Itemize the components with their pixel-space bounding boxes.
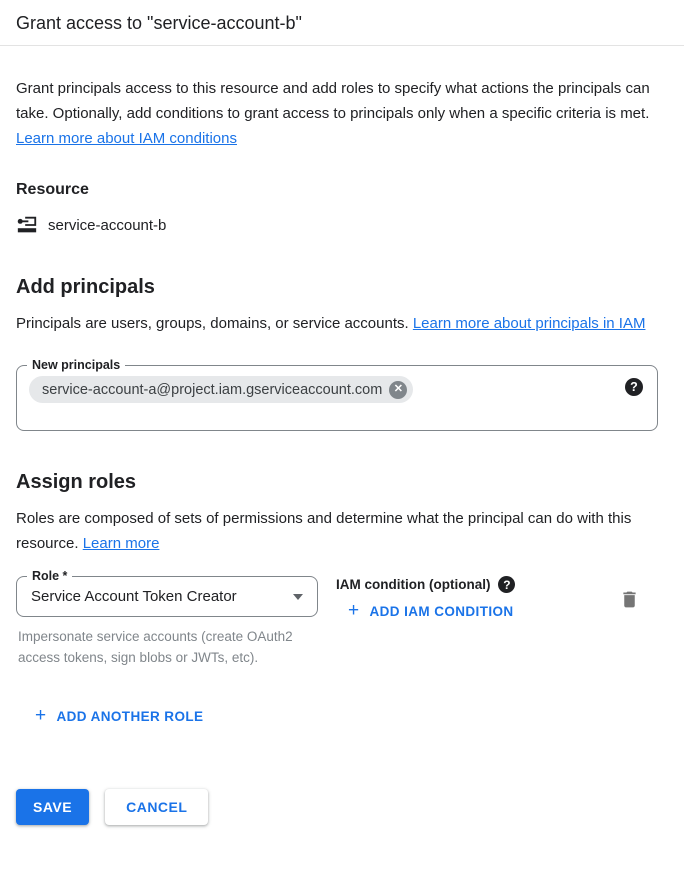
intro-text (16, 76, 661, 151)
role-selected-value: Service Account Token Creator (31, 588, 237, 605)
plus-icon: + (348, 600, 360, 621)
save-button[interactable]: SAVE (16, 789, 89, 825)
assign-roles-desc-body: Roles are composed of sets of permissions and determine what the principal can do with this resource. (16, 510, 632, 552)
principal-chip-label: service-account-a@project.iam.gserviceaccount.com (42, 381, 383, 398)
dialog-title: Grant access to "service-account-b" (16, 13, 302, 33)
assign-roles-desc (16, 506, 661, 556)
principals-learn-more-link[interactable]: Learn more about principals in IAM (412, 315, 646, 332)
add-principals-heading: Add principals (16, 276, 155, 298)
principals-help-icon[interactable]: ? (625, 378, 643, 396)
dialog-content (0, 76, 684, 841)
resource-name: service-account-b (48, 216, 167, 234)
add-iam-condition-label: ADD IAM CONDITION (369, 604, 514, 619)
role-select[interactable] (16, 569, 318, 617)
assign-roles-heading: Assign roles (16, 471, 137, 493)
resource-row (16, 214, 668, 236)
add-principals-desc (16, 311, 661, 336)
add-another-role-button[interactable] (27, 702, 211, 731)
intro-text-body: Grant principals access to this resource and add roles to specify what actions the principals can take. Optionally, add conditions to grant access to principals only when a specific criteria is met. (16, 80, 650, 122)
add-principals-desc-body: Principals are users, groups, domains, or service accounts. (16, 315, 413, 332)
dialog-actions (16, 789, 668, 825)
iam-condition-help-icon[interactable]: ? (498, 576, 515, 593)
new-principals-input[interactable] (16, 358, 658, 431)
role-select-label: Role * (27, 568, 72, 585)
iam-condition-label: IAM condition (optional) (336, 577, 491, 592)
role-row (16, 569, 668, 668)
role-column (16, 569, 318, 668)
dialog-header (0, 0, 684, 46)
add-another-role-label: ADD ANOTHER ROLE (56, 709, 204, 724)
iam-condition-column (336, 576, 617, 626)
principal-chip-row (29, 376, 645, 403)
iam-condition-label-row (336, 576, 617, 593)
dropdown-caret-icon (293, 594, 303, 600)
roles-learn-more-link[interactable]: Learn more (82, 535, 160, 552)
delete-role-button[interactable] (617, 587, 642, 615)
resource-heading: Resource (16, 181, 89, 198)
role-helper-text: Impersonate service accounts (create OAuth2 access tokens, sign blobs or JWTs, etc). (18, 629, 293, 665)
plus-icon: + (35, 705, 47, 726)
service-account-icon (16, 214, 38, 236)
iam-conditions-learn-more-link[interactable]: Learn more about IAM conditions (16, 130, 237, 147)
trash-icon (619, 598, 640, 613)
add-iam-condition-button[interactable] (340, 597, 522, 626)
new-principals-label: New principals (27, 357, 125, 374)
chip-remove-icon[interactable]: ✕ (389, 381, 407, 399)
cancel-button[interactable]: CANCEL (105, 789, 208, 825)
principal-chip (29, 376, 413, 403)
